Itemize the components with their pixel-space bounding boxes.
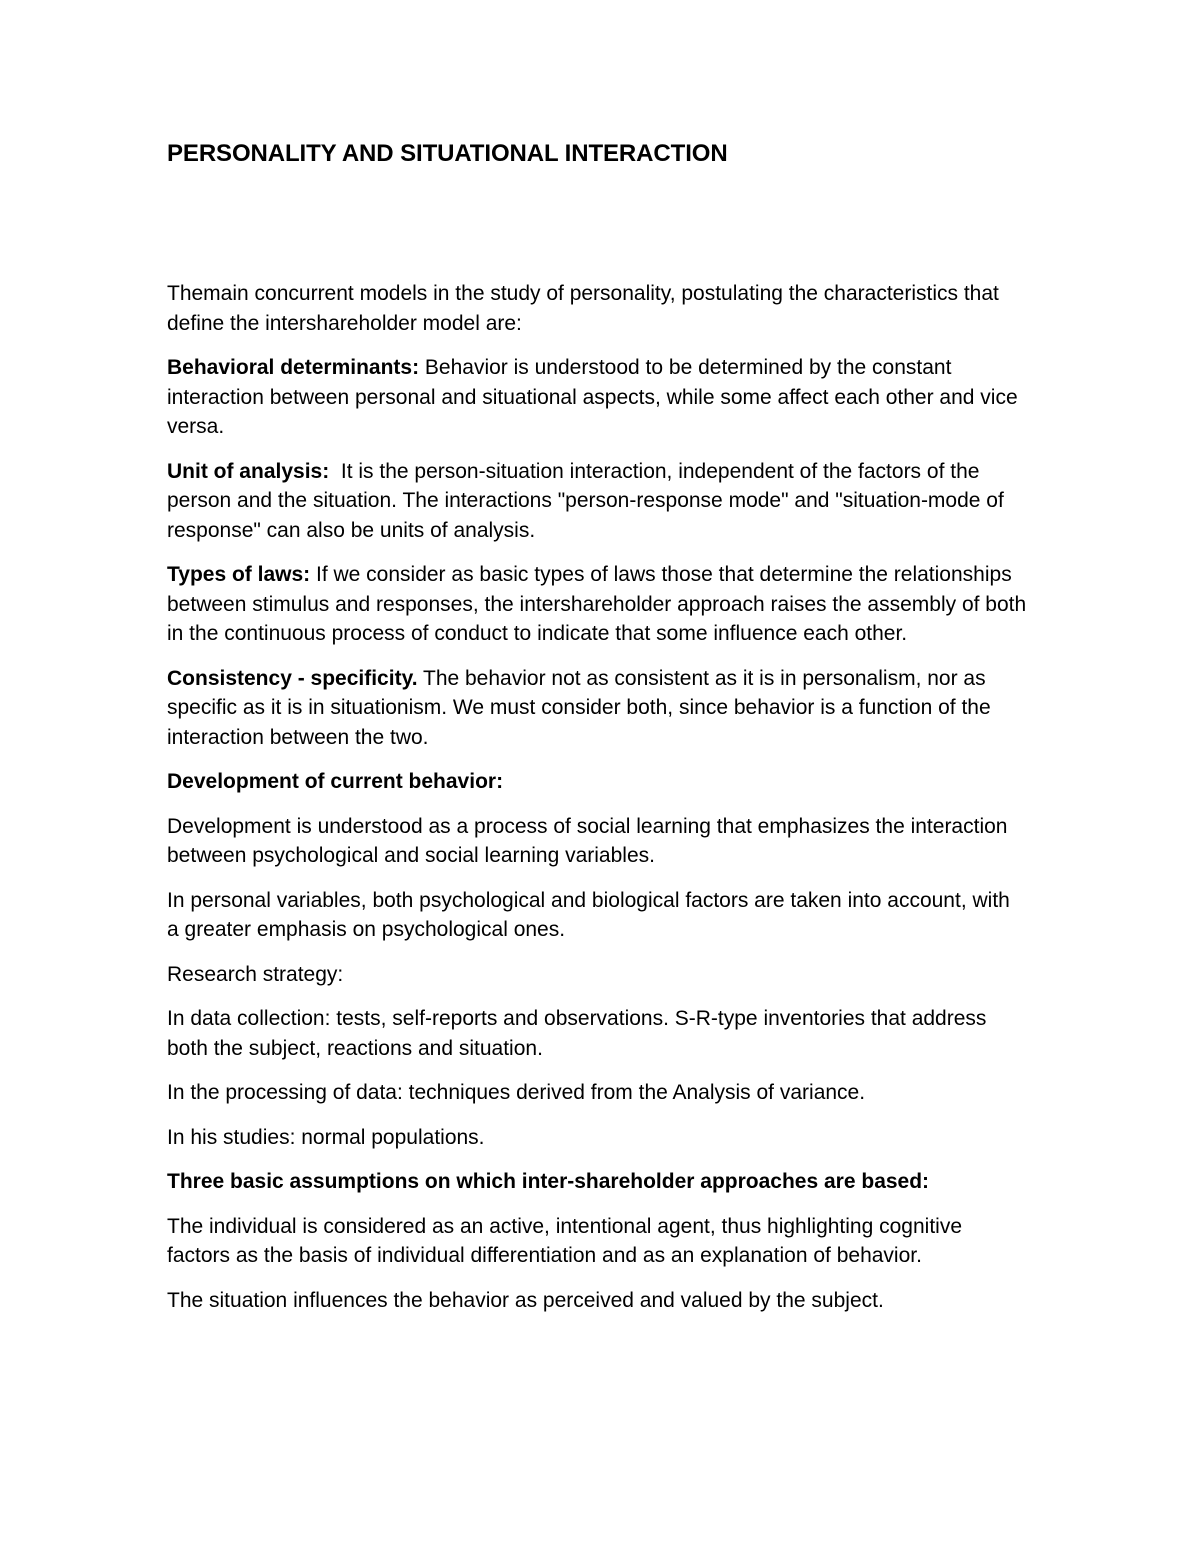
paragraph-text: In data collection: tests, self-reports and observations. S-R-type inventories that address both the subject, reactions and situation. (167, 1007, 987, 1060)
section-heading-development: Development of current behavior: (167, 770, 504, 793)
paragraph-text: In personal variables, both psychological and biological factors are taken into account, with a greater emphasis on psychological ones. (167, 888, 1010, 941)
behavioral-determinants-paragraph (167, 353, 1027, 442)
paragraph-text: Research strategy: (167, 962, 344, 986)
document-title: PERSONALITY AND SITUATIONAL INTERACTION (167, 140, 728, 167)
paragraph-text: It is the person-situation interaction, independent of the factors of the person and the situation. The interactions "person-response mode" and "situation-mode of response" can also be units of analysis. (167, 459, 1010, 542)
types-of-laws-paragraph (167, 560, 1027, 649)
personal-variables-paragraph (167, 886, 1027, 945)
paragraph-label: Unit of analysis: (167, 459, 330, 483)
data-processing-paragraph (167, 1078, 1027, 1108)
paragraph-text: The individual is considered as an active, intentional agent, thus highlighting cognitive factors as the basis of individual differentiation and as an explanation of behavior. (167, 1214, 963, 1267)
consistency-specificity-paragraph (167, 664, 1027, 753)
paragraph-text: Themain concurrent models in the study of personality, postulating the characteristics that define the intershareholder model are: (167, 282, 999, 335)
paragraph-text: The situation influences the behavior as perceived and valued by the subject. (167, 1288, 884, 1312)
research-strategy-paragraph (167, 960, 1027, 990)
data-collection-paragraph (167, 1004, 1027, 1063)
paragraph-label: Behavioral determinants: (167, 356, 420, 379)
document-body (167, 279, 1027, 1330)
development-paragraph (167, 812, 1027, 871)
unit-of-analysis-paragraph (167, 457, 1027, 546)
section-heading-assumptions: Three basic assumptions on which inter-shareholder approaches are based: (167, 1170, 930, 1193)
paragraph-text: In his studies: normal populations. (167, 1125, 485, 1149)
paragraph-text: Behavior is understood to be determined by the constant interaction between personal and situational aspects, while some affect each other and vice versa. (167, 356, 1018, 438)
paragraph-text: Development is understood as a process of social learning that emphasizes the interaction between psychological and social learning variables. (167, 814, 1008, 867)
individual-agent-paragraph (167, 1212, 1027, 1271)
paragraph-label: Consistency - specificity. (167, 666, 418, 690)
intro-paragraph (167, 279, 1027, 338)
studies-paragraph (167, 1123, 1027, 1153)
paragraph-text: In the processing of data: techniques derived from the Analysis of variance. (167, 1081, 866, 1104)
paragraph-text: If we consider as basic types of laws those that determine the relationships between stimulus and responses, the intershareholder approach raises the assembly of both in the continuous process of conduct to indicate that some influence each other. (167, 563, 1027, 645)
paragraph-text: The behavior not as consistent as it is in personalism, nor as specific as it is in situationism. We must consider both, since behavior is a function of the interaction between the two. (167, 666, 991, 749)
paragraph-label: Types of laws: (167, 563, 311, 586)
situation-influence-paragraph (167, 1286, 1027, 1316)
